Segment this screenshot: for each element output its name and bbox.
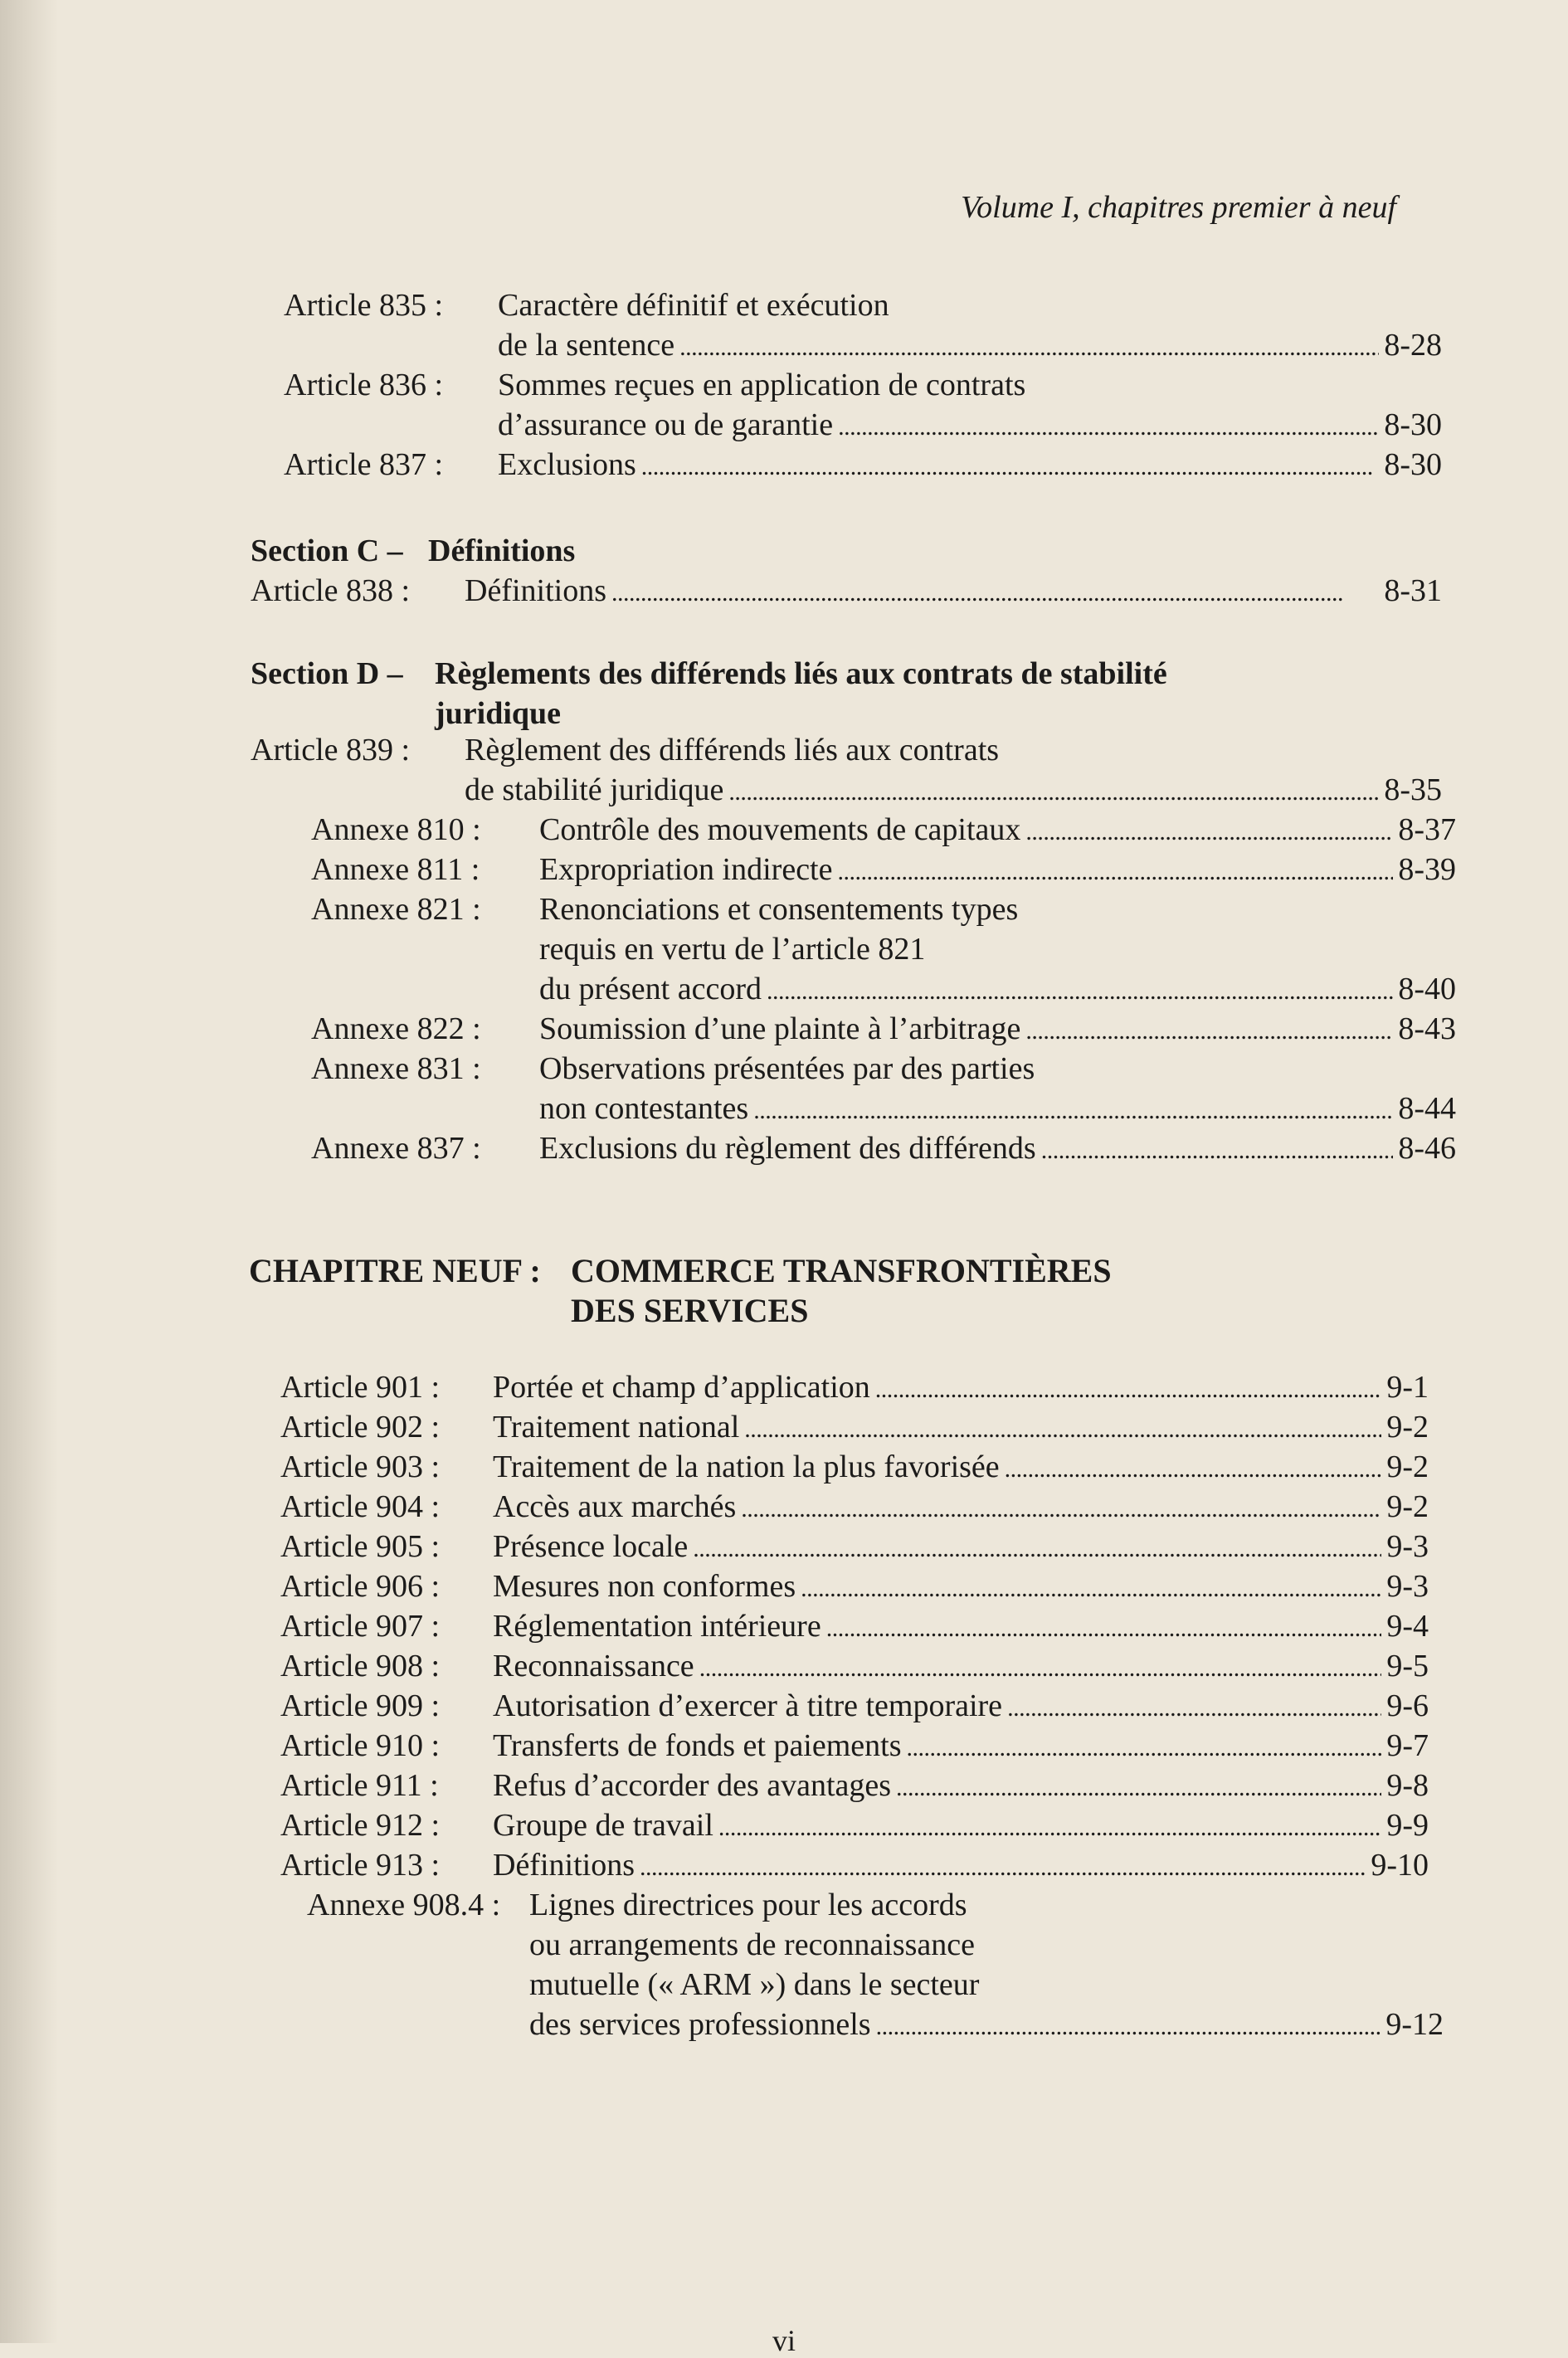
toc-page-number: 9-2 <box>1386 1489 1429 1524</box>
toc-entry-label: Article 904 : <box>280 1489 441 1524</box>
toc-entry[interactable] <box>280 1487 1429 1527</box>
toc-entry[interactable] <box>280 1766 1429 1805</box>
toc-entry-label: Article 903 : <box>280 1449 441 1484</box>
toc-entry-label: Article 909 : <box>280 1688 441 1723</box>
section-c-label: Section C – <box>251 533 403 568</box>
toc-entry-title: Portée et champ d’application <box>493 1370 870 1405</box>
toc-entry[interactable] <box>251 571 1442 611</box>
toc-entry-label: Article 908 : <box>280 1649 441 1683</box>
page-number: vi <box>772 2324 796 2357</box>
toc-entry-title: requis en vertu de l’article 821 <box>539 932 926 967</box>
dot-leader <box>693 1527 1381 1569</box>
toc-entry-label: Article 837 : <box>284 447 444 482</box>
toc-page-number: 8-43 <box>1398 1011 1456 1046</box>
toc-page-number: 9-12 <box>1385 2007 1444 2042</box>
toc-page-number: 9-8 <box>1386 1768 1429 1803</box>
toc-entry-title: de stabilité juridique <box>465 772 724 807</box>
toc-entry-title: de la sentence <box>498 328 675 363</box>
toc-entry-title: Définitions <box>465 573 606 608</box>
section-d-title-line-2: juridique <box>435 696 562 731</box>
toc-entry-title: Contrôle des mouvements de capitaux <box>539 812 1021 847</box>
dot-leader <box>876 2005 1381 2047</box>
toc-entry-title: d’assurance ou de garantie <box>498 407 834 442</box>
toc-entry-label: Article 907 : <box>280 1609 441 1644</box>
toc-page-number: 8-40 <box>1398 972 1456 1006</box>
dot-leader <box>767 969 1393 1011</box>
toc-entry[interactable] <box>280 1566 1429 1606</box>
toc-entry-title: Refus d’accorder des avantages <box>493 1768 892 1803</box>
dot-leader <box>1007 1686 1381 1728</box>
dot-leader <box>679 325 1379 368</box>
toc-entry-title: Groupe de travail <box>493 1808 713 1843</box>
toc-entry-title: Caractère définitif et exécution <box>498 288 889 323</box>
toc-entry[interactable] <box>280 1686 1429 1726</box>
dot-leader <box>640 1845 1366 1888</box>
dot-leader <box>1041 1128 1394 1171</box>
toc-page-number: 9-4 <box>1386 1609 1429 1644</box>
toc-entry-label: Annexe 831 : <box>311 1051 481 1086</box>
toc-entry-title: Expropriation indirecte <box>539 852 833 887</box>
toc-entry-title: Autorisation d’exercer à titre temporaire <box>493 1688 1003 1723</box>
dot-leader <box>744 1407 1381 1449</box>
toc-entry[interactable] <box>284 365 1442 445</box>
toc-entry-label: Annexe 821 : <box>311 892 481 927</box>
toc-entry-label: Annexe 908.4 : <box>307 1888 501 1922</box>
toc-page-number: 8-37 <box>1398 812 1456 847</box>
dot-leader <box>641 445 1380 487</box>
toc-entry[interactable] <box>311 850 1456 889</box>
toc-page-number: 9-1 <box>1386 1370 1429 1405</box>
toc-page-number: 9-5 <box>1386 1649 1429 1683</box>
toc-entry-title: Traitement de la nation la plus favorisée <box>493 1449 1000 1484</box>
toc-entry-label: Article 838 : <box>251 573 411 608</box>
toc-entry[interactable] <box>280 1527 1429 1566</box>
dot-leader <box>838 850 1394 892</box>
toc-entry-label: Annexe 811 : <box>311 852 480 887</box>
toc-entry-label: Article 913 : <box>280 1848 441 1883</box>
toc-entry-title: Exclusions <box>498 447 636 482</box>
toc-entry-title: Accès aux marchés <box>493 1489 737 1524</box>
toc-entry-title: Réglementation intérieure <box>493 1609 821 1644</box>
toc-entry-label: Article 901 : <box>280 1370 441 1405</box>
toc-entry-title: non contestantes <box>539 1091 749 1126</box>
running-header: Volume I, chapitres premier à neuf <box>961 190 1396 225</box>
toc-page-number: 8-30 <box>1384 407 1442 442</box>
toc-page-number: 8-44 <box>1398 1091 1456 1126</box>
toc-entry[interactable] <box>280 1447 1429 1487</box>
section-c-title: Définitions <box>428 533 576 568</box>
toc-entry-label: Annexe 822 : <box>311 1011 481 1046</box>
dot-leader <box>907 1726 1382 1768</box>
dot-leader <box>801 1566 1381 1609</box>
toc-entry[interactable] <box>311 810 1456 850</box>
toc-page-number: 9-9 <box>1386 1808 1429 1843</box>
toc-entry-label: Annexe 837 : <box>311 1131 481 1166</box>
toc-entry-title: Renonciations et consentements types <box>539 892 1019 927</box>
chapter-label: CHAPITRE NEUF : <box>249 1252 541 1289</box>
section-d-title-line-1: Règlements des différends liés aux contrats de stabilité <box>435 656 1167 691</box>
toc-entry[interactable] <box>251 730 1442 810</box>
toc-entry-label: Article 835 : <box>284 288 444 323</box>
toc-entry-label: Article 839 : <box>251 733 411 767</box>
toc-entry-title: Reconnaissance <box>493 1649 694 1683</box>
dot-leader <box>699 1646 1382 1688</box>
toc-page-number: 9-10 <box>1371 1848 1429 1883</box>
toc-entry[interactable] <box>280 1407 1429 1447</box>
toc-page-number: 8-35 <box>1384 772 1442 807</box>
dot-leader <box>728 770 1379 812</box>
toc-page-number: 8-31 <box>1384 573 1442 608</box>
toc-page-number: 9-6 <box>1386 1688 1429 1723</box>
toc-entry-label: Annexe 810 : <box>311 812 481 847</box>
toc-entry-label: Article 836 : <box>284 368 444 402</box>
dot-leader <box>718 1805 1381 1848</box>
toc-entry[interactable] <box>311 889 1456 1009</box>
toc-entry-title: Présence locale <box>493 1529 689 1564</box>
toc-entry[interactable] <box>284 285 1442 365</box>
dot-leader <box>1025 1009 1393 1051</box>
toc-page-number: 8-46 <box>1398 1131 1456 1166</box>
toc-page-number: 8-30 <box>1384 447 1442 482</box>
toc-entry-title: Transferts de fonds et paiements <box>493 1728 902 1763</box>
dot-leader <box>875 1367 1382 1410</box>
toc-entry-title: Définitions <box>493 1848 635 1883</box>
toc-entry[interactable] <box>280 1805 1429 1845</box>
toc-entry-label: Article 902 : <box>280 1410 441 1445</box>
toc-entry-title: Observations présentées par des parties <box>539 1051 1035 1086</box>
toc-entry-title: mutuelle (« ARM ») dans le secteur <box>529 1967 980 2002</box>
toc-page-number: 9-2 <box>1386 1410 1429 1445</box>
toc-entry-title: Soumission d’une plainte à l’arbitrage <box>539 1011 1021 1046</box>
dot-leader <box>826 1606 1382 1649</box>
toc-entry-title: Mesures non conformes <box>493 1569 796 1604</box>
toc-page-number: 9-3 <box>1386 1569 1429 1604</box>
toc-entry-label: Article 905 : <box>280 1529 441 1564</box>
dot-leader <box>1005 1447 1382 1489</box>
chapter-title-line-2: DES SERVICES <box>571 1292 809 1329</box>
toc-entry-title: Traitement national <box>493 1410 740 1445</box>
toc-entry-title: des services professionnels <box>529 2007 871 2042</box>
toc-entry-title: Sommes reçues en application de contrats <box>498 368 1026 402</box>
dot-leader <box>838 405 1379 447</box>
dot-leader <box>896 1766 1381 1808</box>
section-d-label: Section D – <box>251 656 403 691</box>
toc-entry-label: Article 910 : <box>280 1728 441 1763</box>
toc-entry-label: Article 906 : <box>280 1569 441 1604</box>
toc-entry[interactable] <box>311 1049 1456 1128</box>
dot-leader <box>611 571 1379 613</box>
toc-entry[interactable] <box>280 1646 1429 1686</box>
toc-entry[interactable] <box>280 1845 1429 1885</box>
toc-page-number: 9-3 <box>1386 1529 1429 1564</box>
toc-entry-title: ou arrangements de reconnaissance <box>529 1927 976 1962</box>
toc-entry[interactable] <box>307 1885 1444 2044</box>
toc-entry-title: Exclusions du règlement des différends <box>539 1131 1036 1166</box>
toc-entry[interactable] <box>280 1726 1429 1766</box>
toc-page-number: 8-39 <box>1398 852 1456 887</box>
chapter-title-line-1: COMMERCE TRANSFRONTIÈRES <box>571 1252 1112 1289</box>
toc-entry-label: Article 912 : <box>280 1808 441 1843</box>
toc-entry-title: du présent accord <box>539 972 762 1006</box>
dot-leader <box>1025 810 1393 852</box>
toc-entry[interactable] <box>311 1128 1456 1168</box>
toc-entry-title: Lignes directrices pour les accords <box>529 1888 967 1922</box>
toc-entry[interactable] <box>280 1606 1429 1646</box>
dot-leader <box>753 1089 1393 1131</box>
toc-page-number: 9-7 <box>1386 1728 1429 1763</box>
toc-entry-title: Règlement des différends liés aux contrats <box>465 733 1000 767</box>
toc-entry[interactable] <box>284 445 1442 485</box>
toc-entry[interactable] <box>311 1009 1456 1049</box>
toc-page-number: 8-28 <box>1384 328 1442 363</box>
toc-entry[interactable] <box>280 1367 1429 1407</box>
toc-entry-label: Article 911 : <box>280 1768 439 1803</box>
toc-page-number: 9-2 <box>1386 1449 1429 1484</box>
dot-leader <box>741 1487 1381 1529</box>
